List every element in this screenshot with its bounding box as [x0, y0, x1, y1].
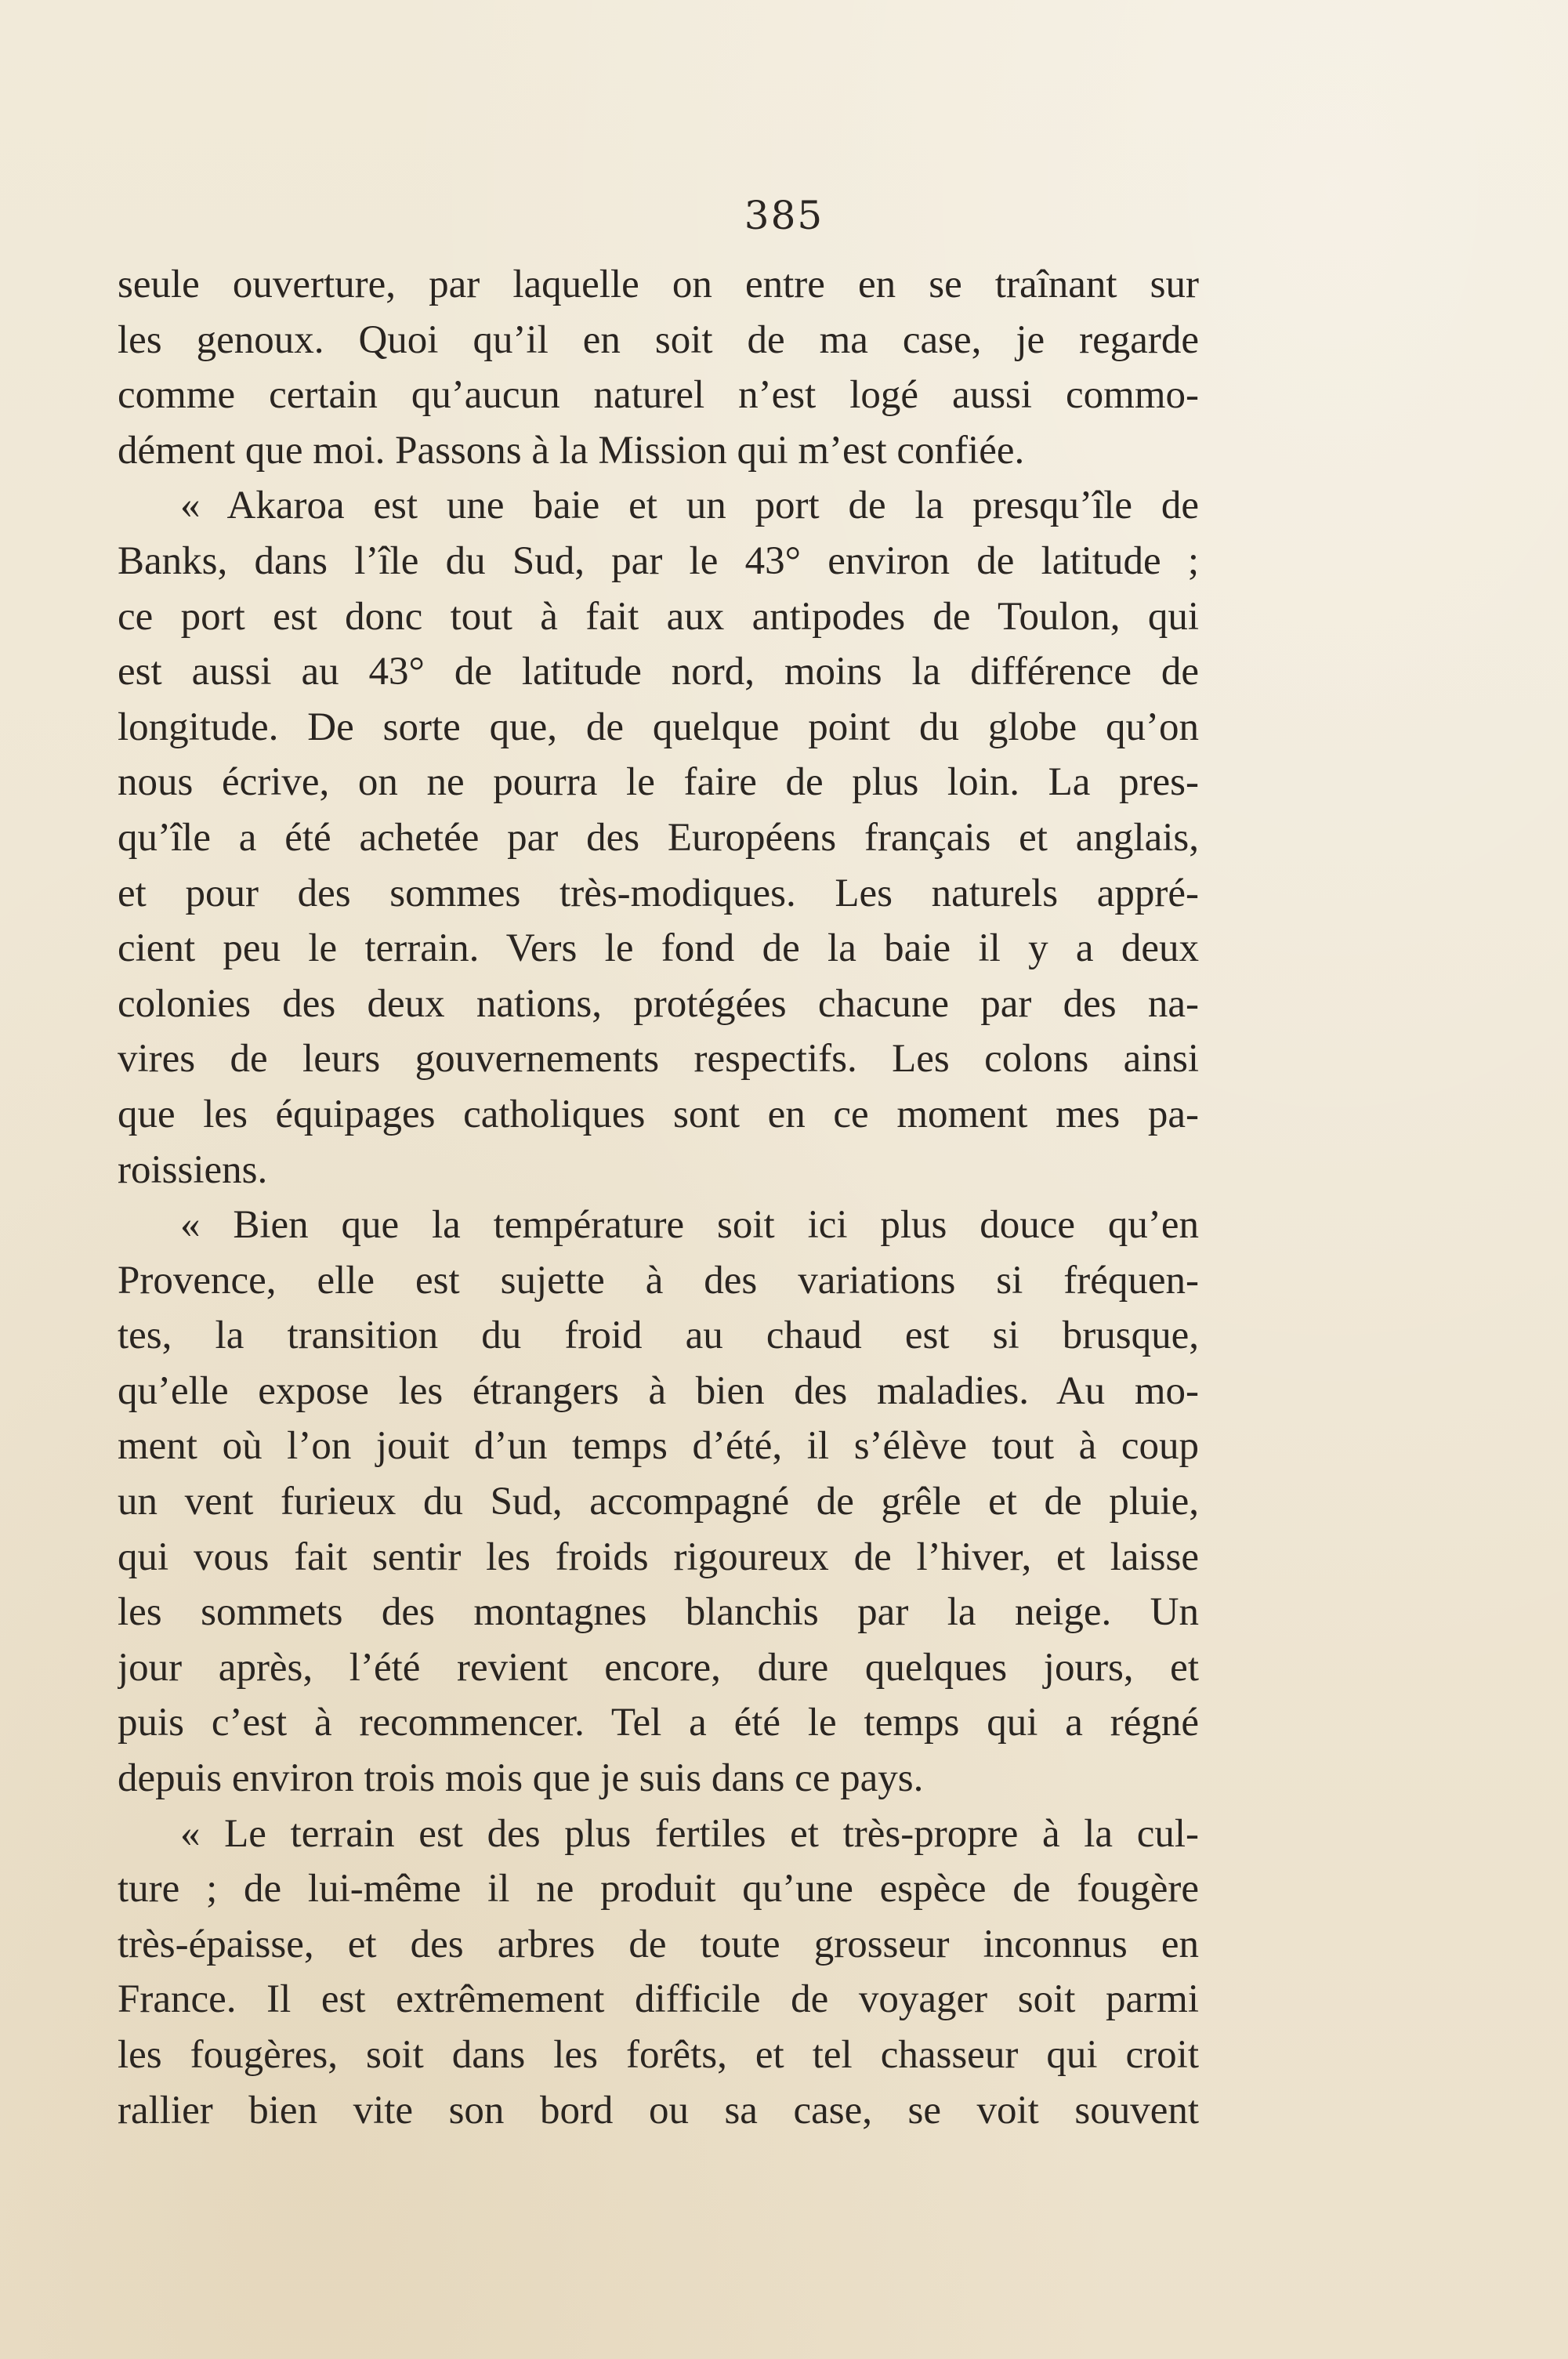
- text-line: un vent furieux du Sud, accompagné de grêle et de pluie,: [118, 1480, 1199, 1524]
- text-line: Provence, elle est sujette à des variations si fréquen-: [118, 1258, 1199, 1303]
- text-line: vires de leurs gouvernements respectifs. Les colons ainsi: [118, 1037, 1199, 1082]
- text-line: qu’île a été achetée par des Européens français et anglais,: [118, 815, 1199, 860]
- text-line: colonies des deux nations, protégées chacune par des na-: [118, 981, 1199, 1026]
- body-text: [118, 257, 1199, 2138]
- text-line: les genoux. Quoi qu’il en soit de ma case, je regarde: [118, 317, 1199, 362]
- text-line: tes, la transition du froid au chaud est si brusque,: [118, 1314, 1199, 1358]
- text-line: qui vous fait sentir les froids rigoureux de l’hiver, et laisse: [118, 1535, 1199, 1579]
- text-line: France. Il est extrêmement difficile de voyager soit parmi: [118, 1977, 1199, 2022]
- text-line: roissiens.: [118, 1147, 268, 1192]
- text-line: dément que moi. Passons à la Mission qui m’est confiée.: [118, 428, 1025, 473]
- text-line: les sommets des montagnes blanchis par la neige. Un: [118, 1590, 1199, 1635]
- text-line: ment où l’on jouit d’un temps d’été, il s’élève tout à coup: [118, 1424, 1199, 1469]
- text-line: que les équipages catholiques sont en ce moment mes pa-: [118, 1092, 1199, 1136]
- paragraph-start-line: « Bien que la température soit ici plus douce qu’en: [180, 1203, 1199, 1248]
- paragraph-start-line: « Le terrain est des plus fertiles et très-propre à la cul-: [180, 1811, 1199, 1856]
- text-line: ture ; de lui-même il ne produit qu’une espèce de fougère: [118, 1867, 1199, 1911]
- text-line: très-épaisse, et des arbres de toute grosseur inconnus en: [118, 1922, 1199, 1966]
- text-line: puis c’est à recommencer. Tel a été le temps qui a régné: [118, 1701, 1199, 1745]
- text-line: jour après, l’été revient encore, dure quelques jours, et: [118, 1645, 1199, 1690]
- text-line: longitude. De sorte que, de quelque point du globe qu’on: [118, 705, 1199, 749]
- text-line: et pour des sommes très-modiques. Les naturels appré-: [118, 871, 1199, 915]
- text-line: nous écrive, on ne pourra le faire de plus loin. La pres-: [118, 760, 1199, 805]
- text-line: qu’elle expose les étrangers à bien des maladies. Au mo-: [118, 1368, 1199, 1413]
- text-line: les fougères, soit dans les forêts, et tel chasseur qui croit: [118, 2033, 1199, 2077]
- text-line: est aussi au 43° de latitude nord, moins la différence de: [118, 650, 1199, 694]
- text-line: cient peu le terrain. Vers le fond de la baie il y a deux: [118, 926, 1199, 971]
- text-line: ce port est donc tout à fait aux antipodes de Toulon, qui: [118, 594, 1199, 639]
- text-line: comme certain qu’aucun naturel n’est logé aussi commo-: [118, 373, 1199, 418]
- text-line: Banks, dans l’île du Sud, par le 43° environ de latitude ;: [118, 538, 1199, 583]
- text-line: rallier bien vite son bord ou sa case, se voit souvent: [118, 2088, 1199, 2133]
- page-number: 385: [744, 193, 824, 238]
- text-line: depuis environ trois mois que je suis dans ce pays.: [118, 1756, 924, 1801]
- text-line: seule ouverture, par laquelle on entre en se traînant sur: [118, 263, 1199, 306]
- paragraph-start-line: « Akaroa est une baie et un port de la presqu’île de: [180, 484, 1199, 528]
